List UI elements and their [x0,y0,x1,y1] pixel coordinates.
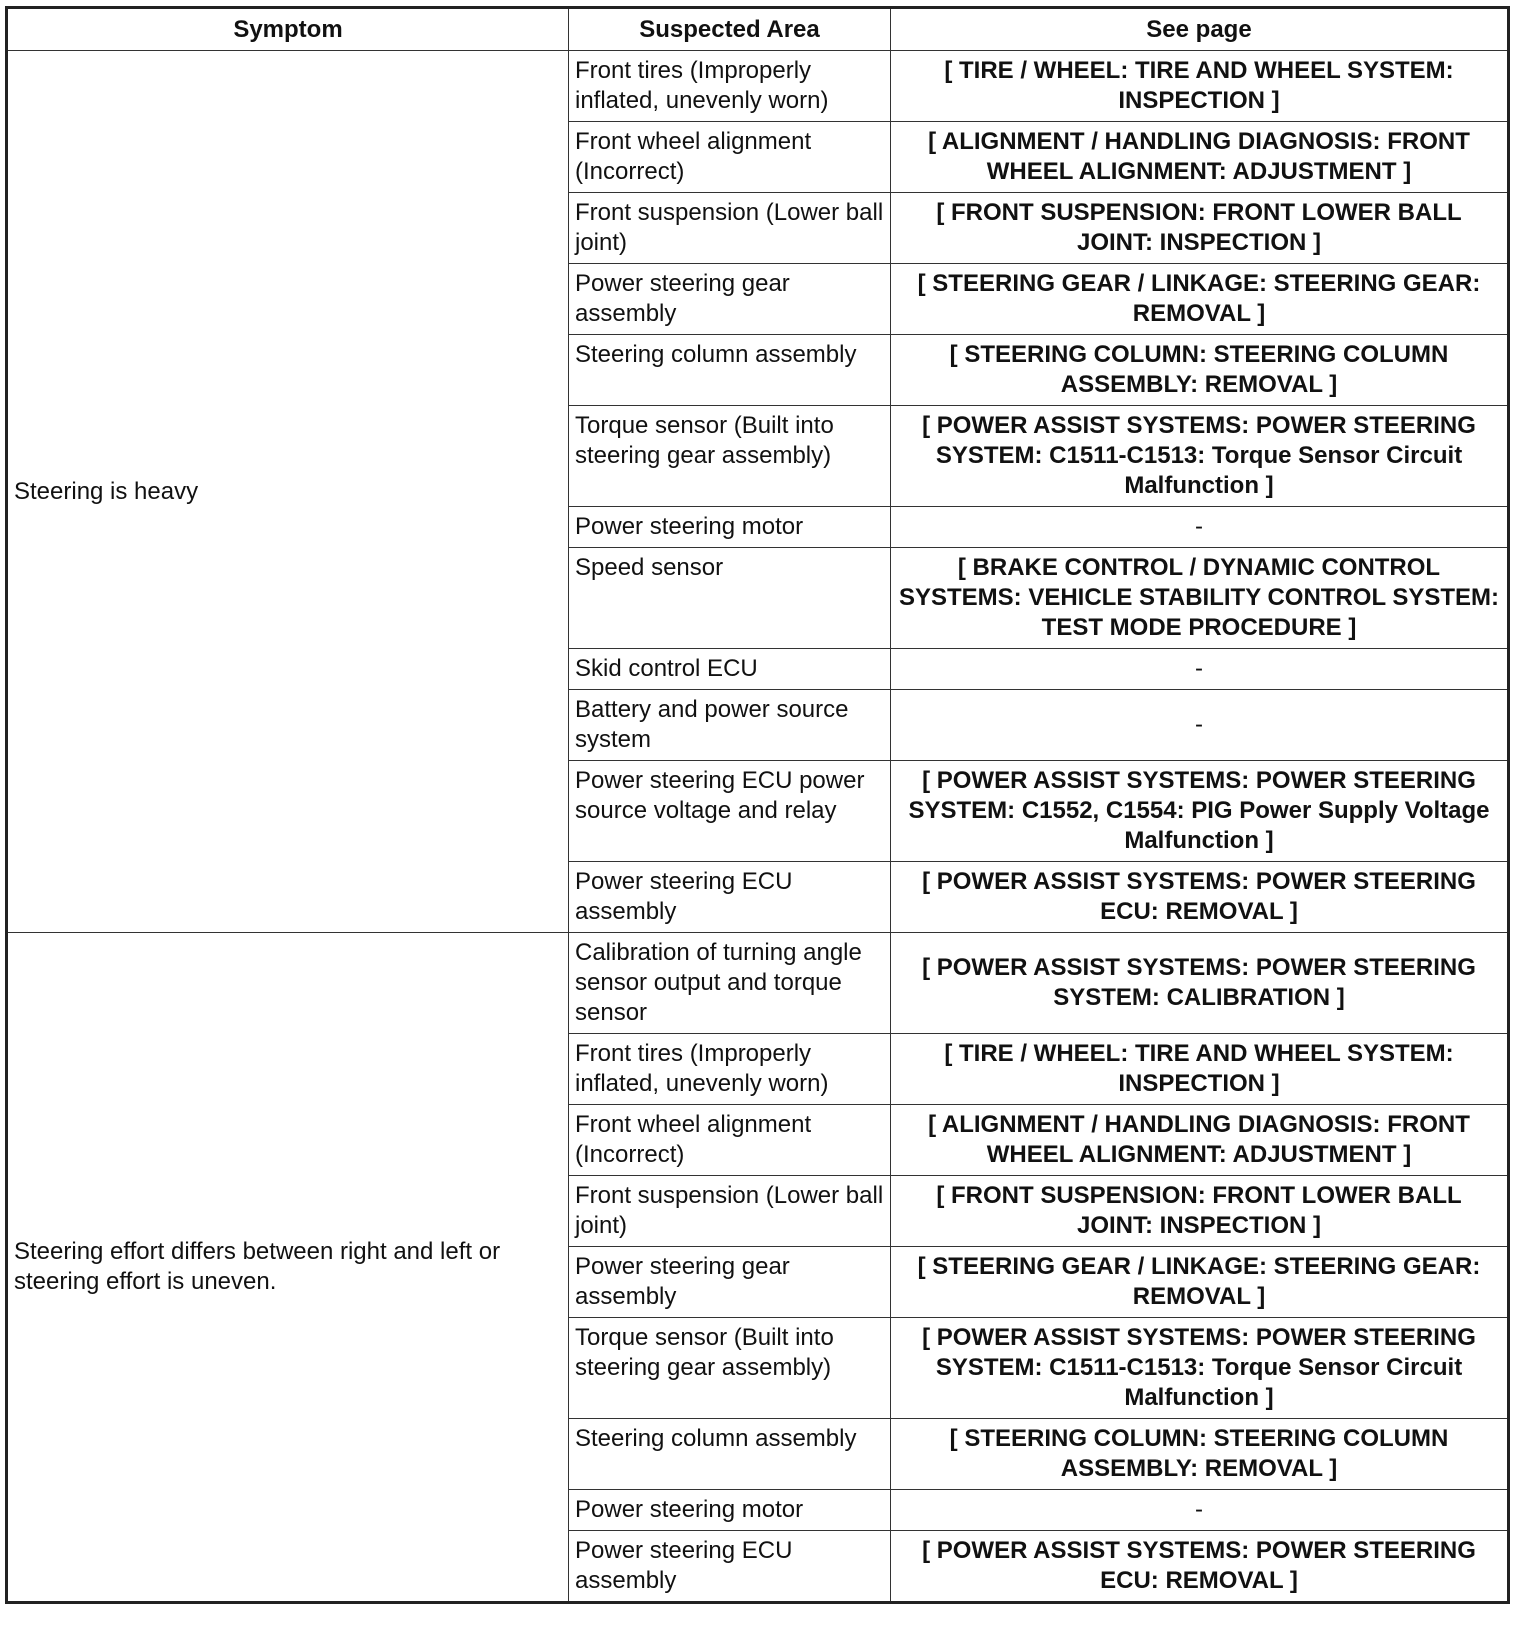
see-page-reference-cell: [ TIRE / WHEEL: TIRE AND WHEEL SYSTEM: INSPECTION ] [891,1034,1509,1105]
see-page-reference-cell: [ TIRE / WHEEL: TIRE AND WHEEL SYSTEM: INSPECTION ] [891,51,1509,122]
suspected-area-cell: Power steering gear assembly [569,264,891,335]
suspected-area-cell: Steering column assembly [569,1419,891,1490]
see-page-reference-cell: [ STEERING GEAR / LINKAGE: STEERING GEAR: REMOVAL ] [891,1247,1509,1318]
table-header-row [7,8,1509,51]
suspected-area-cell: Torque sensor (Built into steering gear assembly) [569,406,891,507]
see-page-reference-cell: [ STEERING GEAR / LINKAGE: STEERING GEAR: REMOVAL ] [891,264,1509,335]
see-page-cell-empty: - [891,1490,1509,1531]
see-page-reference-cell: [ ALIGNMENT / HANDLING DIAGNOSIS: FRONT WHEEL ALIGNMENT: ADJUSTMENT ] [891,122,1509,193]
suspected-area-cell: Skid control ECU [569,649,891,690]
suspected-area-cell: Power steering motor [569,507,891,548]
table-row [7,933,1509,1034]
column-header-see-page: See page [891,8,1509,51]
suspected-area-cell: Front suspension (Lower ball joint) [569,1176,891,1247]
see-page-reference-cell: [ FRONT SUSPENSION: FRONT LOWER BALL JOINT: INSPECTION ] [891,193,1509,264]
see-page-reference-cell: [ POWER ASSIST SYSTEMS: POWER STEERING ECU: REMOVAL ] [891,862,1509,933]
see-page-cell-empty: - [891,690,1509,761]
see-page-reference-cell: [ BRAKE CONTROL / DYNAMIC CONTROL SYSTEMS: VEHICLE STABILITY CONTROL SYSTEM: TEST MODE PROCEDURE ] [891,548,1509,649]
see-page-reference-cell: [ ALIGNMENT / HANDLING DIAGNOSIS: FRONT WHEEL ALIGNMENT: ADJUSTMENT ] [891,1105,1509,1176]
table-body [7,51,1509,1603]
suspected-area-cell: Power steering motor [569,1490,891,1531]
column-header-symptom: Symptom [7,8,569,51]
suspected-area-cell: Speed sensor [569,548,891,649]
suspected-area-cell: Battery and power source system [569,690,891,761]
see-page-reference-cell: [ POWER ASSIST SYSTEMS: POWER STEERING SYSTEM: C1511-C1513: Torque Sensor Circuit Malfunction ] [891,406,1509,507]
table-row [7,51,1509,122]
suspected-area-cell: Front suspension (Lower ball joint) [569,193,891,264]
see-page-cell-empty: - [891,507,1509,548]
see-page-reference-cell: [ FRONT SUSPENSION: FRONT LOWER BALL JOINT: INSPECTION ] [891,1176,1509,1247]
suspected-area-cell: Power steering gear assembly [569,1247,891,1318]
suspected-area-cell: Front wheel alignment (Incorrect) [569,1105,891,1176]
see-page-cell-empty: - [891,649,1509,690]
suspected-area-cell: Front tires (Improperly inflated, unevenly worn) [569,51,891,122]
suspected-area-cell: Power steering ECU power source voltage and relay [569,761,891,862]
diagnosis-table [5,6,1510,1604]
column-header-suspected-area: Suspected Area [569,8,891,51]
see-page-reference-cell: [ POWER ASSIST SYSTEMS: POWER STEERING SYSTEM: C1511-C1513: Torque Sensor Circuit Malfunction ] [891,1318,1509,1419]
see-page-reference-cell: [ STEERING COLUMN: STEERING COLUMN ASSEMBLY: REMOVAL ] [891,335,1509,406]
suspected-area-cell: Power steering ECU assembly [569,862,891,933]
suspected-area-cell: Torque sensor (Built into steering gear assembly) [569,1318,891,1419]
suspected-area-cell: Front tires (Improperly inflated, unevenly worn) [569,1034,891,1105]
see-page-reference-cell: [ STEERING COLUMN: STEERING COLUMN ASSEMBLY: REMOVAL ] [891,1419,1509,1490]
suspected-area-cell: Steering column assembly [569,335,891,406]
see-page-reference-cell: [ POWER ASSIST SYSTEMS: POWER STEERING SYSTEM: C1552, C1554: PIG Power Supply Voltage Malfunction ] [891,761,1509,862]
see-page-reference-cell: [ POWER ASSIST SYSTEMS: POWER STEERING ECU: REMOVAL ] [891,1531,1509,1603]
suspected-area-cell: Front wheel alignment (Incorrect) [569,122,891,193]
see-page-reference-cell: [ POWER ASSIST SYSTEMS: POWER STEERING SYSTEM: CALIBRATION ] [891,933,1509,1034]
symptom-cell: Steering is heavy [7,51,569,933]
suspected-area-cell: Calibration of turning angle sensor output and torque sensor [569,933,891,1034]
suspected-area-cell: Power steering ECU assembly [569,1531,891,1603]
symptom-cell: Steering effort differs between right and left or steering effort is uneven. [7,933,569,1603]
